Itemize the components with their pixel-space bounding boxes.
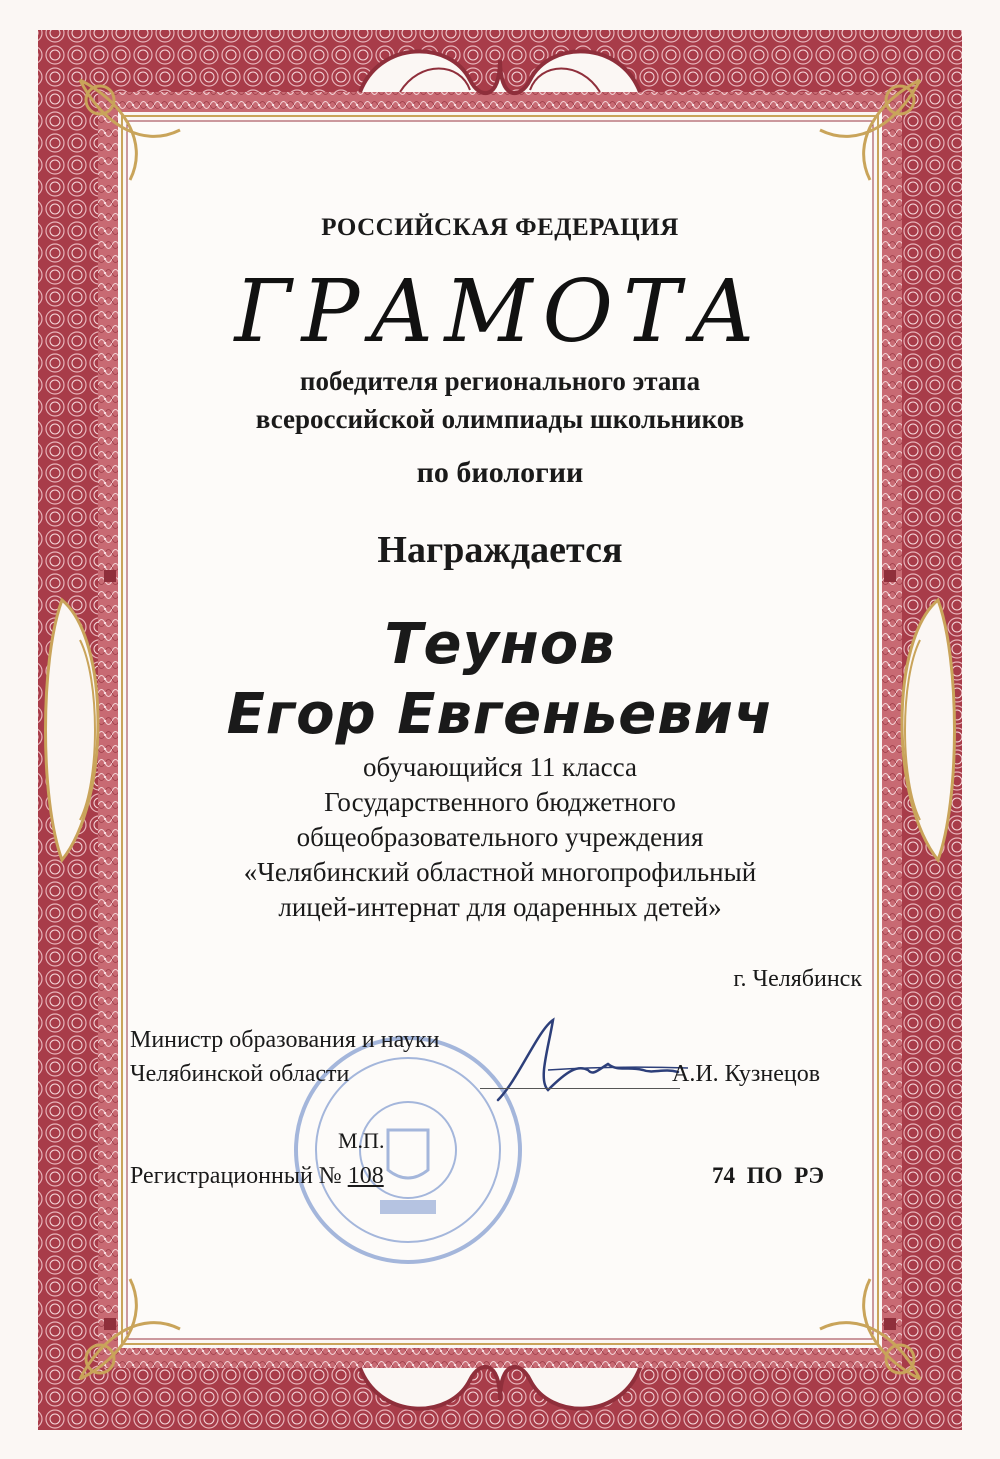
recipient-surname: Теунов bbox=[384, 612, 616, 677]
seal-label: М.П. bbox=[338, 1128, 385, 1153]
subject-line: по биологии bbox=[416, 456, 584, 489]
signature-line bbox=[480, 1088, 680, 1089]
info-line: общеобразовательного учреждения bbox=[296, 822, 704, 852]
city-label: г. Челябинск bbox=[733, 966, 862, 992]
registration-line bbox=[130, 1163, 384, 1190]
signer-title-line-1: Министр образования и науки bbox=[130, 1027, 440, 1053]
recipient-name: Егор Евгеньевич bbox=[226, 682, 774, 747]
info-line: Государственного бюджетного bbox=[324, 787, 676, 817]
info-line: обучающийся 11 класса bbox=[363, 752, 637, 782]
subtitle-line-1: победителя регионального этапа bbox=[299, 366, 701, 396]
info-line: лицей-интернат для одаренных детей» bbox=[278, 892, 722, 922]
subtitle-line-2: всероссийской олимпиады школьников bbox=[255, 404, 745, 434]
signer-title-line-2: Челябинской области bbox=[130, 1061, 350, 1087]
series-code: 74 ПО РЭ bbox=[712, 1163, 824, 1188]
awarded-label: Награждается bbox=[377, 529, 623, 571]
info-line: «Челябинский областной многопрофильный bbox=[243, 857, 757, 887]
registration-number: 108 bbox=[347, 1163, 384, 1189]
certificate-title: ГРАМОТА bbox=[234, 262, 766, 362]
registration-label: Регистрационный № bbox=[130, 1163, 342, 1189]
country-heading: РОССИЙСКАЯ ФЕДЕРАЦИЯ bbox=[321, 214, 679, 241]
signer-name: А.И. Кузнецов bbox=[672, 1061, 821, 1087]
